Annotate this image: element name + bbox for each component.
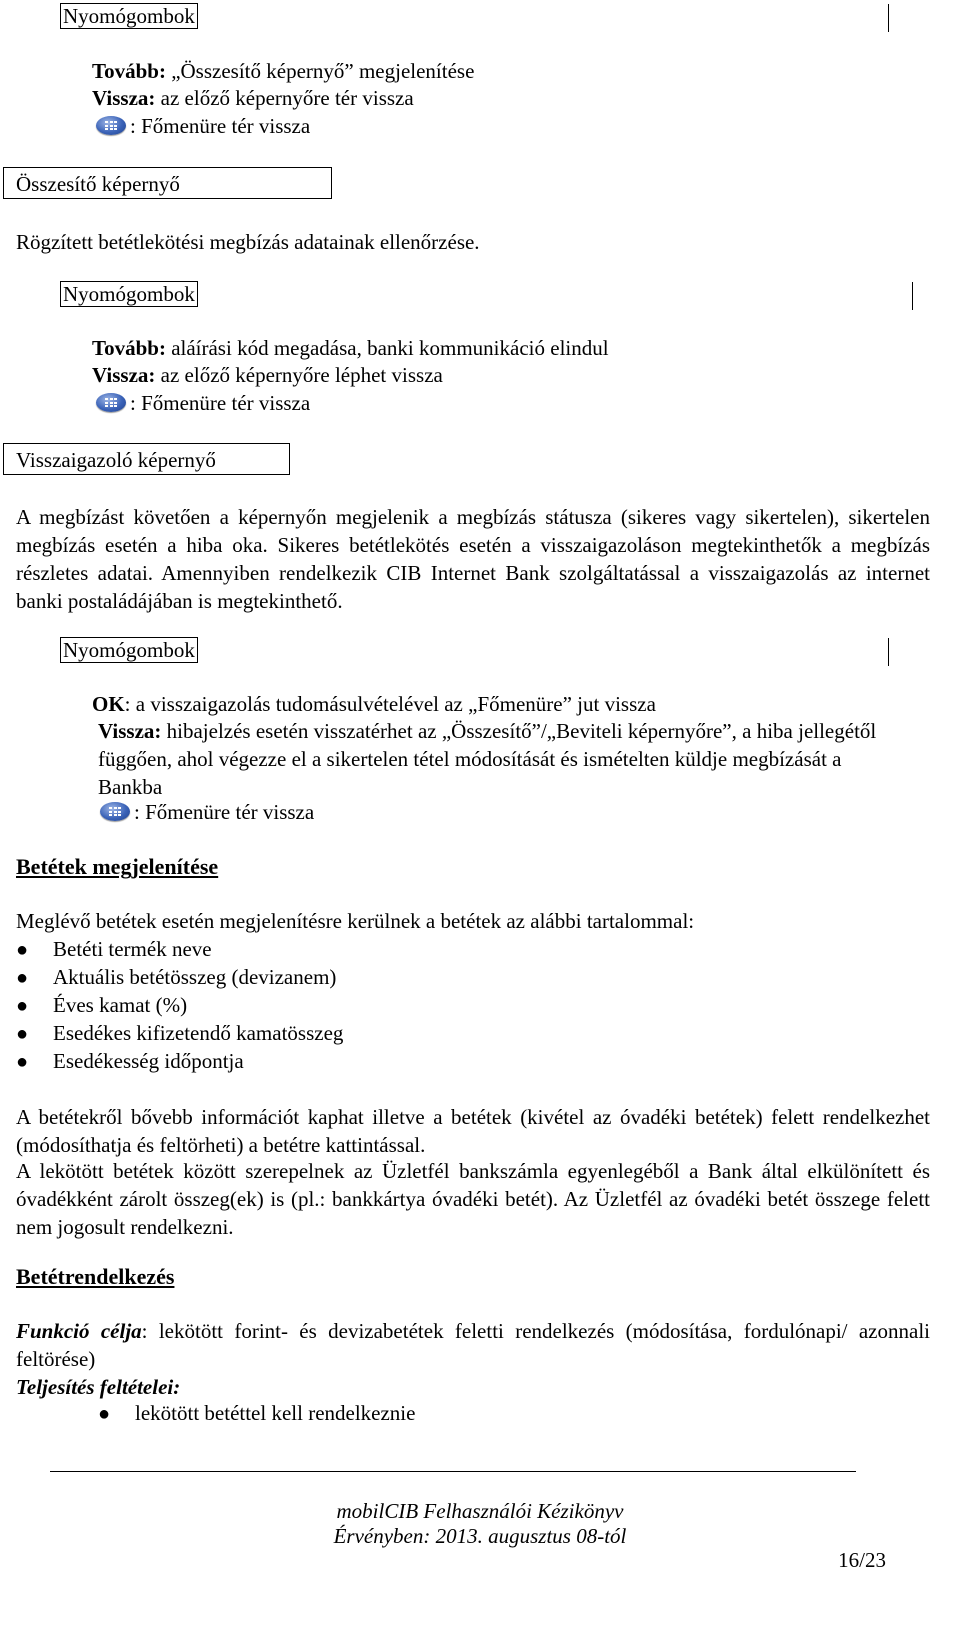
next-button-desc-2: Tovább: aláírási kód megadása, banki kommunikáció elindul	[92, 336, 609, 360]
main-menu-desc-3: : Főmenüre tér vissza	[100, 798, 314, 826]
page-number: 16/23	[838, 1548, 886, 1572]
list-item: ● Éves kamat (%)	[16, 993, 188, 1017]
function-purpose: Funkció célja: lekötött forint- és devizabetétek feletti rendelkezés (módosítása, fordulónapi/ azonnali feltörése)	[16, 1319, 930, 1371]
back-button-desc-2: Vissza: az előző képernyőre léphet vissza	[92, 363, 443, 387]
list-item: ● lekötött betéttel kell rendelkeznie	[98, 1401, 416, 1425]
heading-deposits-display: Betétek megjelenítése	[16, 854, 219, 879]
buttons-heading-2: Nyomógombok	[60, 280, 198, 308]
confirmation-paragraph: A megbízást követően a képernyőn megjelenik a megbízás státusza (sikeres vagy sikertelen), sikertelen megbízás esetén a hiba oka. Sikeres betétlekötés esetén a visszaigazoláson megtekinthetők a megbízás részletes adatai. Amennyiben rendelkezik CIB Internet Bank szolgáltatással a visszaigazolás az internet banki postaládájában is megtekinthető.	[16, 505, 930, 613]
deposits-paragraph-2: A lekötött betétek között szerepelnek az Üzletfél bankszámla egyenlegéből a Bank által elkülönített és óvadékként zárolt összeg(ek) is (pl.: bankkártya óvadéki betét). Az Üzletfél az óvadéki betét összege felett nem jogosult rendelkezni.	[16, 1159, 930, 1239]
main-menu-icon	[96, 393, 126, 412]
main-menu-desc-1: : Főmenüre tér vissza	[96, 112, 310, 140]
list-item: ● Esedékesség időpontja	[16, 1049, 244, 1073]
next-button-desc-1: Tovább: „Összesítő képernyő” megjelenítése	[92, 59, 475, 83]
main-menu-icon	[100, 802, 130, 821]
deposits-paragraph-1: A betétekről bővebb információt kaphat illetve a betétek (kivétel az óvadéki betétek) felett rendelkezhet (módosíthatja és feltörheti) a betétre kattintással.	[16, 1105, 930, 1157]
section-title-confirmation: Visszaigazoló képernyő	[3, 443, 290, 475]
summary-description: Rögzített betétlekötési megbízás adatainak ellenőrzése.	[16, 230, 480, 254]
heading-deposit-disposal: Betétrendelkezés	[16, 1264, 175, 1289]
footer-validity: Érvényben: 2013. augusztus 08-tól	[333, 1524, 627, 1548]
buttons-heading-3: Nyomógombok	[60, 636, 198, 664]
section-title-summary: Összesítő képernyő	[3, 167, 332, 199]
list-item: ● Betéti termék neve	[16, 937, 212, 961]
list-item: ● Aktuális betétösszeg (devizanem)	[16, 965, 337, 989]
conditions-label: Teljesítés feltételei:	[16, 1375, 181, 1399]
margin-bar-2	[912, 282, 913, 310]
footer-title: mobilCIB Felhasználói Kézikönyv	[336, 1499, 624, 1523]
margin-bar-1	[888, 4, 889, 32]
deposits-intro: Meglévő betétek esetén megjelenítésre kerülnek a betétek az alábbi tartalommal:	[16, 909, 695, 933]
list-item: ● Esedékes kifizetendő kamatösszeg	[16, 1021, 344, 1045]
margin-bar-3	[888, 638, 889, 666]
buttons-heading-1: Nyomógombok	[60, 2, 198, 30]
main-menu-desc-2: : Főmenüre tér vissza	[96, 389, 310, 417]
main-menu-icon	[96, 116, 126, 135]
back-button-desc-1: Vissza: az előző képernyőre tér vissza	[92, 86, 414, 110]
ok-button-desc: OK: a visszaigazolás tudomásulvételével az „Főmenüre” jut vissza	[92, 692, 656, 716]
footer-divider	[50, 1471, 856, 1472]
back-button-desc-3: Vissza: hibajelzés esetén visszatérhet az „Összesítő”/„Beviteli képernyőre”, a hiba jellegétől függően, ahol végezze el a sikertelen tétel módosítását és ismételten küldje megbízását a Bankba	[98, 719, 877, 799]
